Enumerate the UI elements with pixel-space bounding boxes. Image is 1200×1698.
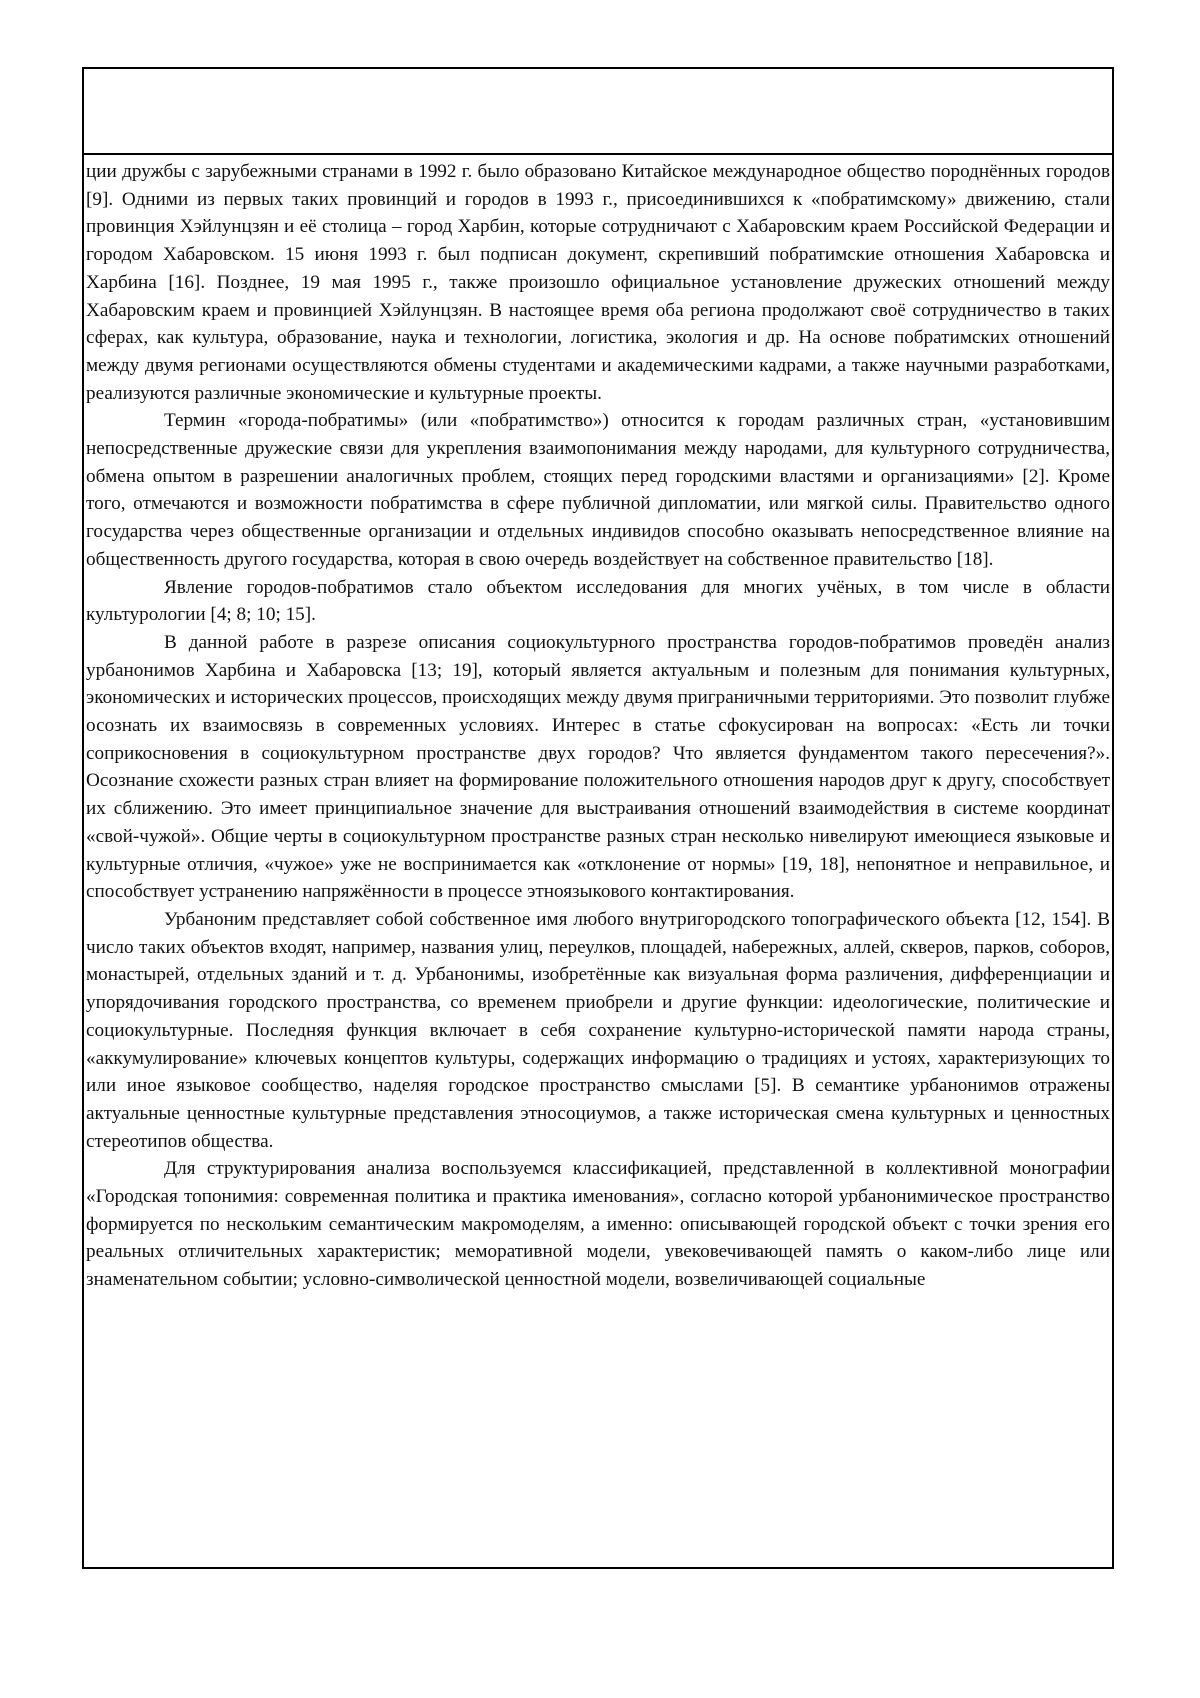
article-body — [86, 158, 1110, 1294]
page-frame — [82, 67, 1114, 1569]
paragraph-3: Явление городов-побратимов стало объектом исследования для многих учёных, в том числе в области культурологии [4; 8; 10; 15]. — [86, 576, 1110, 626]
paragraph-6: Для структурирования анализа воспользуемся классификацией, представленной в коллективной монографии «Городская топонимия: современная политика и практика именования», согласно которой урбанонимическое пространство формируется по нескольким семантическим макромоделям, а именно: описывающей городской объект с точки зрения его реальных отличительных характеристик; меморативной модели, увековечивающей память о каком-либо лице или знаменательном событии; условно-символической ценностной модели, возвеличивающей социальные — [86, 1158, 1110, 1291]
paragraph-2: Термин «города-побратимы» (или «побратимство») относится к городам различных стран, «установившим непосредственные дружеские связи для укрепления взаимопонимания между народами, для культурного сотрудничества, обмена опытом в разрешении аналогичных проблем, стоящих перед городскими властями и организациями» [2]. Кроме того, отмечаются и возможности побратимства в сфере публичной дипломатии, или мягкой силы. Правительство одного государства через общественные организации и отдельных индивидов способно оказывать непосредственное влияние на общественность другого государства, которая в свою очередь воздействует на собственное правительство [18]. — [86, 410, 1110, 570]
paragraph-1: ции дружбы с зарубежными странами в 1992 г. было образовано Китайское международное общество породнённых городов [9]. Одними из первых таких провинций и городов в 1993 г., присоединившихся к «побратимскому» движению, стали провинция Хэйлунцзян и её столица – город Харбин, которые сотрудничают с Хабаровским краем Российской Федерации и городом Хабаровском. 15 июня 1993 г. был подписан документ, скрепивший побратимские отношения Хабаровска и Харбина [16]. Позднее, 19 мая 1995 г., также произошло официальное установление дружеских отношений между Хабаровским краем и провинцией Хэйлунцзян. В настоящее время оба региона продолжают своё сотрудничество в таких сферах, как культура, образование, наука и технологии, логистика, экология и др. На основе побратимских отношений между двумя регионами осуществляются обмены студентами и академическими кадрами, а также научными разработками, реализуются различные экономические и культурные проекты. — [86, 161, 1110, 404]
header-box — [84, 69, 1112, 155]
paragraph-4: В данной работе в разрезе описания социокультурного пространства городов-побратимов проведён анализ урбанонимов Харбина и Хабаровска [13; 19], который является актуальным и полезным для понимания культурных, экономических и исторических процессов, происходящих между двумя приграничными территориями. Это позволит глубже осознать их взаимосвязь в современных условиях. Интерес в статье сфокусирован на вопросах: «Есть ли точки соприкосновения в социокультурном пространстве двух городов? Что является фундаментом такого пересечения?». Осознание схожести разных стран влияет на формирование положительного отношения народов друг к другу, способствует их сближению. Это имеет принципиальное значение для выстраивания отношений взаимодействия в системе координат «свой-чужой». Общие черты в социокультурном пространстве разных стран несколько нивелируют имеющиеся языковые и культурные отличия, «чужое» уже не воспринимается как «отклонение от нормы» [19, 18], непонятное и неправильное, и способствует устранению напряжённости в процессе этноязыкового контактирования. — [86, 631, 1110, 903]
paragraph-5: Урбаноним представляет собой собственное имя любого внутригородского топографического объекта [12, 154]. В число таких объектов входят, например, названия улиц, переулков, площадей, набережных, аллей, скверов, парков, соборов, монастырей, отдельных зданий и т. д. Урбанонимы, изобретённые как визуальная форма различения, дифференциации и упорядочивания городского пространства, со временем приобрели и другие функции: идеологические, политические и социокультурные. Последняя функция включает в себя сохранение культурно-исторической памяти народа страны, «аккумулирование» ключевых концептов культуры, содержащих информацию о традициях и устоях, характеризующих то или иное языковое сообщество, наделяя городское пространство смыслами [5]. В семантике урбанонимов отражены актуальные ценностные культурные представления этносоциумов, а также историческая смена культурных и ценностных стереотипов общества. — [86, 908, 1110, 1152]
